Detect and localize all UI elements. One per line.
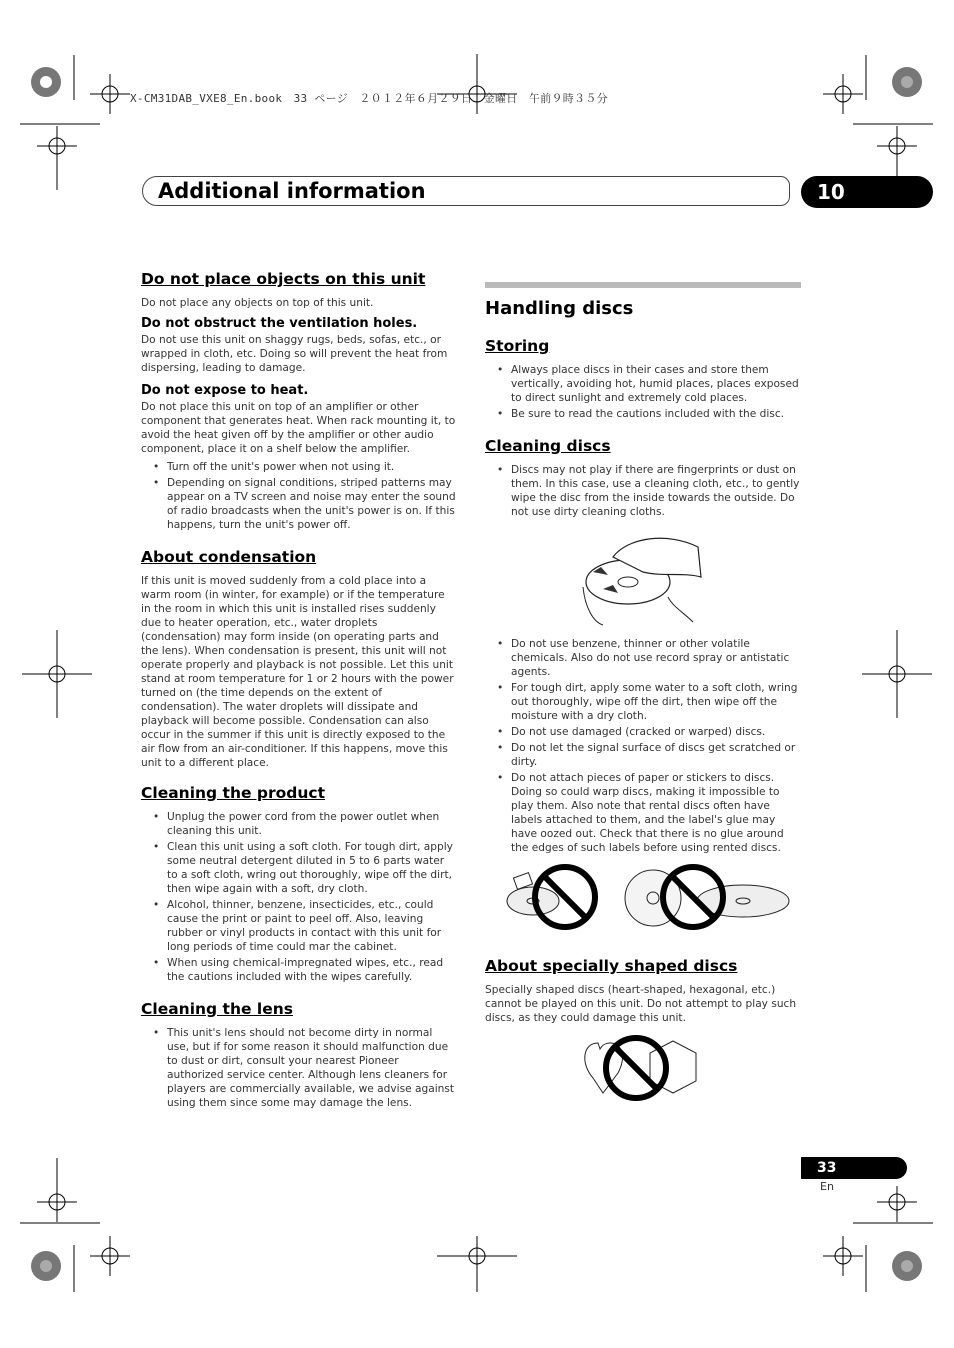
damaged-disc-prohibited-illustration xyxy=(493,863,793,935)
list-item: • Turn off the unit's power when not using it. xyxy=(141,460,457,474)
list-item: • Depending on signal conditions, striped patterns may appear on a TV screen and noise may enter the sound of radio broadcasts when the unit's power is on. If this happens, turn the unit's power off. xyxy=(141,476,457,532)
section-title-cleaning-discs: Cleaning discs xyxy=(485,437,611,455)
right-column xyxy=(485,270,801,1111)
cleaning-discs-bullets-bottom xyxy=(485,637,801,855)
list-item: • Do not use benzene, thinner or other volatile chemicals. Also do not use record spray or antistatic agents. xyxy=(485,637,801,679)
section-title-objects: Do not place objects on this unit xyxy=(141,270,426,288)
crosshair-icon xyxy=(20,55,130,190)
list-item: • Be sure to read the cautions included with the disc. xyxy=(485,407,801,421)
list-item: • Do not use damaged (cracked or warped) discs. xyxy=(485,725,801,739)
left-column xyxy=(141,270,457,1112)
list-item: • This unit's lens should not become dirty in normal use, but if for some reason it should malfunction due to dust or dirt, consult your nearest Pioneer authorized service center. Although lens cleaners for players are commercially available, we advise against using them since some may damage the lens. xyxy=(141,1026,457,1110)
ventilation-text: Do not use this unit on shaggy rugs, beds, sofas, etc., or wrapped in cloth, etc. Doing so will prevent the heat from dispersing, leading to damage. xyxy=(141,334,448,374)
section-divider xyxy=(485,282,801,288)
list-item: • Alcohol, thinner, benzene, insecticides, etc., could cause the print or paint to peel off. Also, leaving rubber or vinyl products in contact with this unit for long periods of time could mar the cabinet. xyxy=(141,898,457,954)
subheading-heat: Do not expose to heat. xyxy=(141,383,309,398)
storing-bullets xyxy=(485,363,801,421)
objects-intro: Do not place any objects on top of this unit. xyxy=(141,297,374,309)
chapter-number: 10 xyxy=(801,176,933,208)
page-language: En xyxy=(820,1180,834,1193)
objects-bullets xyxy=(141,460,457,532)
cleaning-product-bullets xyxy=(141,810,457,984)
crosshair-icon xyxy=(437,1236,517,1292)
list-item: • Discs may not play if there are fingerprints or dust on them. In this case, use a cleaning cloth, etc., to gently wipe the disc from the inside towards the outside. Do not use dirty cleaning cloths. xyxy=(485,463,801,519)
list-item: • For tough dirt, apply some water to a soft cloth, wring out thoroughly, wipe off the dirt, then wipe off the moisture with a dry cloth. xyxy=(485,681,801,723)
cleaning-lens-bullets xyxy=(141,1026,457,1110)
cleaning-discs-bullets-top xyxy=(485,463,801,519)
list-item: • Clean this unit using a soft cloth. For tough dirt, apply some neutral detergent diluted in 5 to 6 parts water to a soft cloth, wring out thoroughly, wipe off the dirt, then wipe again with a soft, dry cloth. xyxy=(141,840,457,896)
list-item: • Unplug the power cord from the power outlet when cleaning this unit. xyxy=(141,810,457,838)
section-title-condensation: About condensation xyxy=(141,548,317,566)
section-title-special-discs: About specially shaped discs xyxy=(485,957,738,975)
list-item: • Do not attach pieces of paper or stickers to discs. Doing so could warp discs, making it impossible to play them. Also note that rental discs often have labels attached to them, and the label's glue may have oozed out. Check that there is no glue around the edges of such labels before using rented discs. xyxy=(485,771,801,855)
crosshair-icon xyxy=(823,1186,933,1292)
special-discs-text: Specially shaped discs (heart-shaped, hexagonal, etc.) cannot be played on this unit. Do not attempt to play such discs, as they could damage this unit. xyxy=(485,984,797,1024)
list-item: • When using chemical-impregnated wipes, etc., read the cautions included with the wipes carefully. xyxy=(141,956,457,984)
crosshair-icon xyxy=(823,55,933,190)
section-title-cleaning-lens: Cleaning the lens xyxy=(141,1000,293,1018)
section-title-storing: Storing xyxy=(485,337,550,355)
handling-discs-title: Handling discs xyxy=(485,298,634,319)
shaped-disc-prohibited-illustration xyxy=(578,1033,708,1103)
crosshair-icon xyxy=(20,1158,130,1292)
list-item: • Do not let the signal surface of discs get scratched or dirty. xyxy=(485,741,801,769)
condensation-text: If this unit is moved suddenly from a cold place into a warm room (in winter, for example) or if the temperature in the room in which this unit is installed rises suddenly due to heater operation, etc., water droplets (condensation) may form inside (on operating parts and the lens). When condensation is present, this unit will not operate properly and playback is not possible. Let this unit stand at room temperature for 1 or 2 hours with the power turned on (the time depends on the extent of condensation). The water droplets will dissipate and playback will become possible. Condensation can also occur in the summer if this unit is directly exposed to the air flow from an air-conditioner. If this happens, move this unit to a different place. xyxy=(141,575,454,769)
heat-text: Do not place this unit on top of an amplifier or other component that generates heat. When rack mounting it, to avoid the heat given off by the amplifier or other audio component, place it on a shelf below the amplifier. xyxy=(141,401,456,455)
chapter-title: Additional information xyxy=(158,179,426,203)
list-item: • Always place discs in their cases and store them vertically, avoiding hot, humid places, places exposed to direct sunlight and extremely cold places. xyxy=(485,363,801,405)
section-title-cleaning-product: Cleaning the product xyxy=(141,784,326,802)
subheading-ventilation: Do not obstruct the ventilation holes. xyxy=(141,316,418,331)
disc-wiping-illustration xyxy=(573,527,713,627)
page-number: 33 xyxy=(801,1157,907,1179)
print-info: X-CM31DAB_VXE8_En.book 33 ページ ２０１２年６月２９日 金曜日 午前９時３５分 xyxy=(130,92,608,105)
